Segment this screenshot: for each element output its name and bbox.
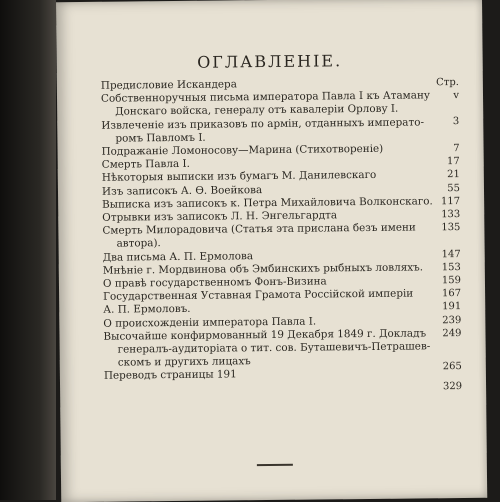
book-spine-shadow xyxy=(0,0,56,500)
toc-page-number: v xyxy=(453,90,460,102)
toc-page-number: 153 xyxy=(441,261,461,274)
toc-entry-title-cont: Донскаго войска, генералу отъ кавалерiи Орлову I. xyxy=(115,103,399,119)
toc-page-number: 167 xyxy=(441,288,462,300)
toc-entry-title: Отрывки изъ записокъ Л. Н. Энгельгардта xyxy=(102,209,338,224)
toc-page-number: 55 xyxy=(447,182,461,194)
toc-page-number: 329 xyxy=(442,380,463,392)
toc-page-number: 7 xyxy=(453,142,460,154)
toc-page-number: 17 xyxy=(446,156,460,168)
toc-entry-title-cont: автора). xyxy=(116,237,161,251)
toc-page-number: 133 xyxy=(441,209,461,221)
toc-entry-title: Высочайше конфирмованный 19 Декабря 1849 г. Докладъ xyxy=(103,327,427,343)
toc-entry-title: Нѣкоторыя выписки изъ бумагъ М. Данилевскаго xyxy=(101,169,377,185)
toc-page-number: 117 xyxy=(440,195,461,208)
toc-page-number: 21 xyxy=(447,169,460,181)
toc-entry xyxy=(102,221,460,251)
toc-entry-title: Собственноручныя письма императора Павла I къ Атаману xyxy=(100,89,431,105)
toc-entry-title: А. П. Ермоловъ. xyxy=(103,303,191,317)
toc-entry-title: Смерть Милорадовича (Статья эта прислана безъ имени xyxy=(102,221,416,237)
toc-page-number: 147 xyxy=(441,248,461,260)
toc-page-number: 239 xyxy=(442,314,462,326)
page-title: ОГЛАВЛЕНІЕ. xyxy=(197,51,343,72)
toc-entry-title: Государственная Уставная Грамота Россійской имперіи xyxy=(103,287,414,304)
book-page xyxy=(56,0,487,502)
toc-entry-title: Два письма А. П. Ермолова xyxy=(102,249,254,264)
toc-entry-title: О происхожденіи императора Павла I. xyxy=(103,315,317,330)
toc-entry xyxy=(103,327,461,370)
toc-entry-title-cont: ромъ Павломъ I. xyxy=(115,131,206,145)
toc-entry-title: Переводъ страницы 191 xyxy=(103,368,237,383)
toc-entry-title: Подражаніе Ломоносову—Марина (Стихотвореніе) xyxy=(101,142,384,158)
toc-page-number: 249 xyxy=(442,328,462,340)
toc-page-number: 3 xyxy=(452,116,460,128)
toc-page-number: 191 xyxy=(442,301,462,313)
toc-entry-title-cont: скомъ и другихъ лицахъ xyxy=(117,355,251,369)
toc-entry-title: Изъ записокъ А. Ѳ. Воейкова xyxy=(101,183,263,198)
toc-entry-title: Смерть Павла I. xyxy=(101,158,190,171)
page-column-header: Стр. xyxy=(436,77,459,89)
toc-entry xyxy=(104,380,462,397)
toc-page-number: 135 xyxy=(441,222,461,234)
toc-entry-title: Предисловие Искандера xyxy=(100,78,237,92)
toc-entry-title: Мнѣніе г. Мордвинова объ Эмбинскихъ рыбныхъ ловляхъ. xyxy=(102,261,424,277)
toc-entry-title: Извлеченіе изъ приказовъ по армін, отданныхъ императо- xyxy=(101,115,424,132)
toc-page-number: 265 xyxy=(442,361,462,373)
toc-entry-title-cont: генералъ-аудиторіата о тит. сов. Буташевичъ-Петрашев- xyxy=(117,340,431,356)
toc-entry-title: О правѣ государственномъ Фонъ-Визина xyxy=(102,275,327,290)
toc-entry-title: Выписка изъ записокъ к. Петра Михайловича Волконскаго. xyxy=(102,195,433,211)
end-rule xyxy=(257,464,293,466)
toc-page-number: 159 xyxy=(441,275,462,287)
table-of-contents xyxy=(101,76,462,397)
